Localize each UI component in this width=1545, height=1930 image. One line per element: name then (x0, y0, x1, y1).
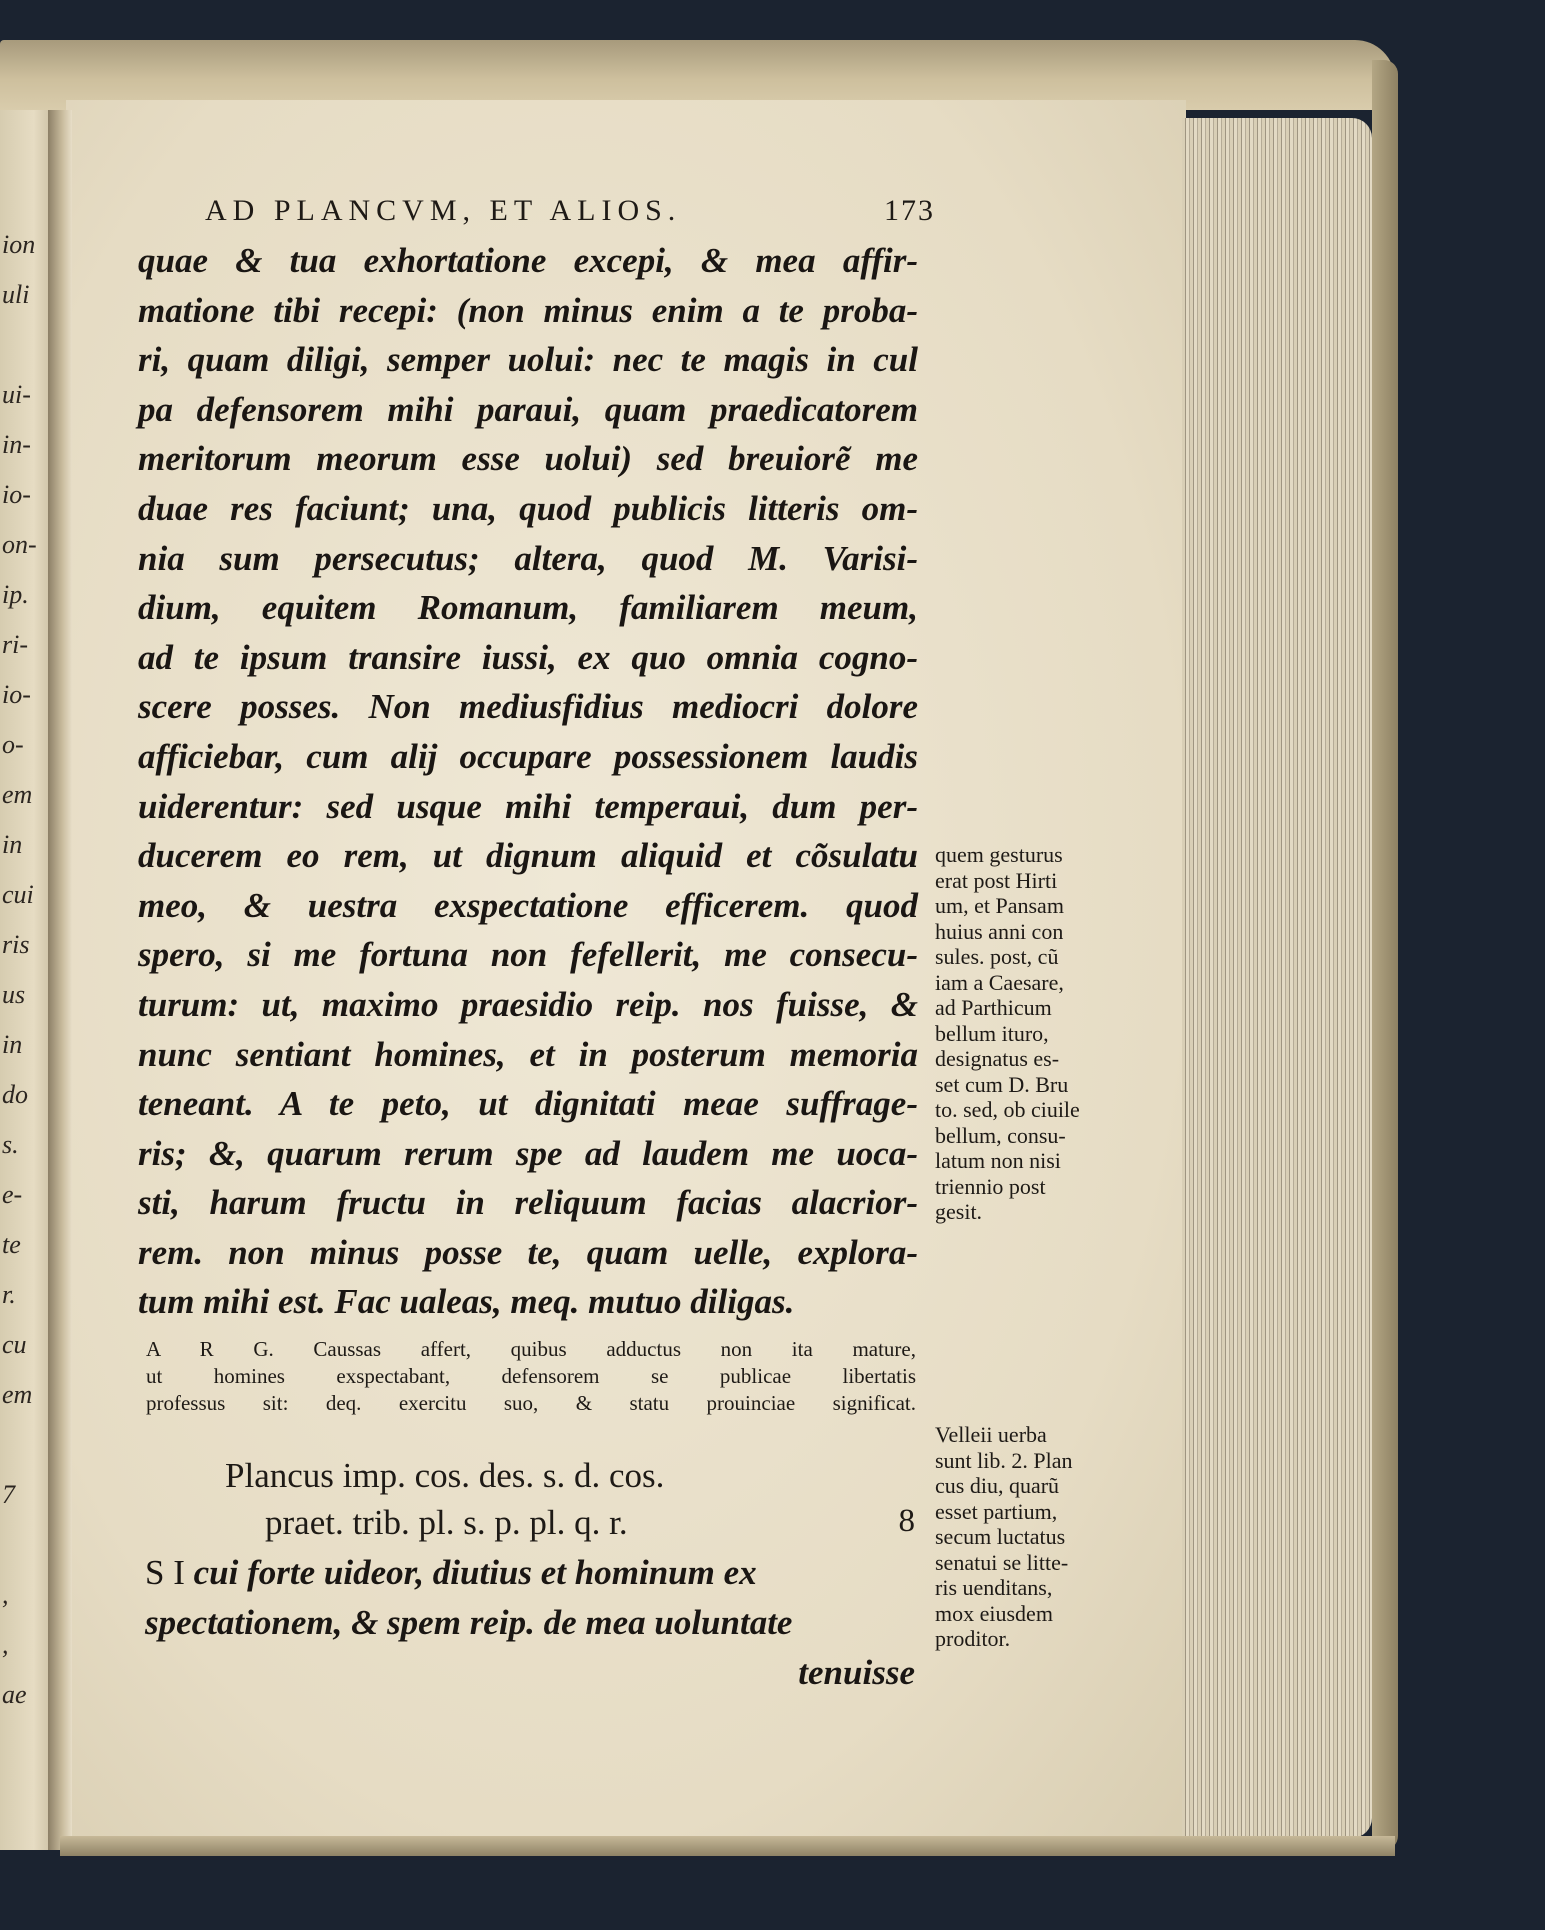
letter-heading (225, 1452, 925, 1546)
text-line: turum: ut, maximo praesidio reip. nos fuisse, & (138, 984, 918, 1024)
margin-note-line: sunt lib. 2. Plan (935, 1447, 1073, 1473)
text-line: matione tibi recepi: (non minus enim a te proba- (138, 290, 918, 330)
text-line: pa defensorem mihi paraui, quam praedicatorem (138, 389, 918, 429)
margin-note-line: designatus es- (935, 1046, 1060, 1071)
left-page-fragment: in (2, 1030, 23, 1059)
margin-note-line: senatui se litte- (935, 1549, 1069, 1575)
left-page-fragment: s. (2, 1130, 19, 1159)
letter-argument (146, 1336, 916, 1417)
text-line: dium, equitem Romanum, familiarem meum, (138, 588, 918, 628)
running-title: AD PLANCVM, ET ALIOS. (205, 194, 682, 227)
text-line: scere posses. Non mediusfidius mediocri dolore (138, 687, 918, 727)
argument-line: A R G. Caussas affert, quibus adductus non ita mature, (146, 1337, 916, 1361)
text-line: ducerem eo rem, ut dignum aliquid et cõsulatu (138, 836, 918, 876)
page-fore-edge (1182, 118, 1372, 1838)
argument-line: professus sit: deq. exercitu suo, & statu prouinciae significat. (146, 1391, 916, 1415)
margin-note-line: ris uenditans, (935, 1575, 1053, 1600)
left-page-fragment: cu (2, 1330, 27, 1359)
text-line: tum mihi est. Fac ualeas, meq. mutuo diligas. (138, 1282, 795, 1322)
margin-note-line: gesit. (935, 1199, 983, 1224)
left-page-fragment: in- (2, 430, 31, 459)
left-page-fragment: r. (2, 1280, 16, 1309)
left-page-fragment: , (2, 1630, 9, 1659)
left-page-fragment: ris (2, 930, 30, 959)
margin-note-line: erat post Hirti (935, 867, 1058, 893)
initial-letters: S I (145, 1553, 185, 1592)
margin-note-2 (935, 1422, 1140, 1652)
margin-note-line: sules. post, cũ (935, 944, 1059, 969)
margin-note-line: to. sed, ob ciuile (935, 1097, 1080, 1122)
heading-line-1: Plancus imp. cos. des. s. d. cos. (225, 1456, 665, 1495)
left-page-fragment: em (2, 1380, 33, 1409)
margin-note-line: secum luctatus (935, 1524, 1066, 1549)
letter-number: 8 (898, 1503, 915, 1539)
text-line: ad te ipsum transire iussi, ex quo omnia cogno- (138, 637, 918, 677)
margin-note-line: Velleii uerba (935, 1422, 1047, 1447)
left-page-fragment: ion (2, 230, 36, 259)
running-header (205, 194, 935, 234)
text-line: ris; &, quarum rerum spe ad laudem me uoca- (138, 1133, 918, 1173)
margin-note-line: latum non nisi (935, 1148, 1061, 1173)
margin-note-line: esset partium, (935, 1498, 1058, 1524)
text-line: rem. non minus posse te, quam uelle, explora- (138, 1232, 918, 1272)
left-page-fragment: ae (2, 1680, 27, 1709)
text-line: nunc sentiant homines, et in posterum memoria (138, 1034, 918, 1074)
margin-note-line: cus diu, quarũ (935, 1473, 1060, 1498)
book-gutter (48, 110, 72, 1850)
margin-note-line: iam a Caesare, (935, 969, 1064, 995)
book-cover-right (1372, 60, 1398, 1850)
main-text-block (138, 236, 918, 1327)
left-page-fragment: te (2, 1230, 21, 1259)
left-page-fragment: 7 (2, 1480, 15, 1509)
left-page-fragment: e- (2, 1180, 23, 1209)
margin-note-line: ad Parthicum (935, 995, 1052, 1020)
page-number: 173 (884, 194, 935, 227)
text-line: afficiebar, cum alij occupare possessionem laudis (138, 736, 918, 776)
left-page-fragment: on- (2, 530, 37, 559)
margin-note-line: set cum D. Bru (935, 1071, 1069, 1097)
left-page-fragment: us (2, 980, 26, 1009)
margin-note-line: quem gesturus (935, 842, 1063, 867)
left-page-fragment: ui- (2, 380, 31, 409)
left-page-fragment: io- (2, 480, 31, 509)
margin-note-line: bellum ituro, (935, 1020, 1049, 1046)
letter-line-2: spectationem, & spem reip. de mea uoluntate (145, 1603, 793, 1642)
margin-note-line: huius anni con (935, 918, 1064, 944)
text-line: uiderentur: sed usque mihi temperaui, dum per- (138, 786, 918, 826)
text-line: nia sum persecutus; altera, quod M. Varisi- (138, 538, 918, 578)
margin-note-line: proditor. (935, 1626, 1011, 1651)
left-page-fragment: em (2, 780, 33, 809)
left-page-fragment: in (2, 830, 23, 859)
text-line: spero, si me fortuna non fefellerit, me consecu- (138, 935, 918, 975)
text-line: ri, quam diligi, semper uolui: nec te magis in cul (138, 340, 918, 380)
margin-note-line: mox eiusdem (935, 1600, 1053, 1626)
margin-note-line: triennio post (935, 1173, 1046, 1199)
text-line: meritorum meorum esse uolui) sed breuiorẽ me (138, 439, 918, 479)
left-page-fragment: do (2, 1080, 28, 1109)
left-page-fragment: o- (2, 730, 24, 759)
left-page-fragment: cui (2, 880, 34, 909)
letter-line-1: cui forte uideor, diutius et hominum ex (184, 1553, 757, 1592)
book-cover-bottom (60, 1836, 1395, 1856)
text-line: duae res faciunt; una, quod publicis litteris om- (138, 488, 918, 528)
margin-note-line: um, et Pansam (935, 893, 1064, 918)
text-line: sti, harum fructu in reliquum facias alacrior- (138, 1183, 918, 1223)
left-page-fragment: ip. (2, 580, 29, 609)
left-page-fragment: io- (2, 680, 31, 709)
left-page-fragment: , (2, 1580, 9, 1609)
heading-line-2: praet. trib. pl. s. p. pl. q. r. (265, 1503, 628, 1542)
text-line: teneant. A te peto, ut dignitati meae suffrage- (138, 1084, 918, 1124)
argument-line: ut homines exspectabant, defensorem se publicae libertatis (146, 1364, 916, 1388)
text-line: quae & tua exhortatione excepi, & mea affir- (138, 241, 918, 280)
margin-note-1 (935, 842, 1140, 1225)
left-page-fragment: uli (2, 280, 30, 309)
margin-note-line: bellum, consu- (935, 1122, 1066, 1148)
text-line: meo, & uestra exspectatione efficerem. quod (138, 885, 918, 925)
left-page-fragment: ri- (2, 630, 28, 659)
catchword: tenuisse (798, 1653, 915, 1692)
letter-text (145, 1548, 915, 1698)
